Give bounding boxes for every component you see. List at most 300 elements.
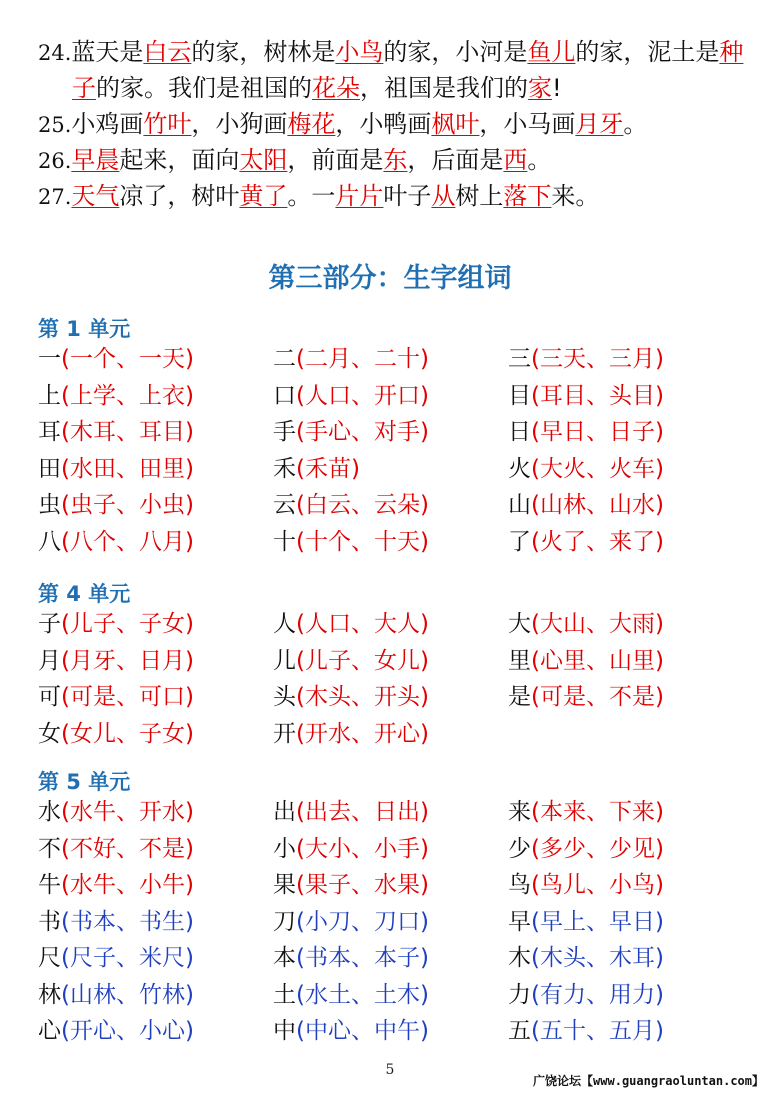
sentence-text: 小鸡画	[71, 110, 144, 138]
word-pair: 小刀、刀口	[304, 908, 420, 935]
word-pair: 出去、日出	[304, 799, 420, 825]
character: 中	[273, 1018, 296, 1044]
sentence-number: 24.	[38, 41, 72, 65]
word-entry	[273, 378, 429, 414]
paren-close: )	[350, 455, 360, 482]
paren-close: )	[419, 611, 429, 637]
character: 出	[273, 799, 296, 825]
paren-open: (	[61, 492, 70, 518]
paren-close: )	[184, 528, 194, 555]
word-pair: 木耳、耳目	[69, 419, 185, 445]
character: 手	[273, 419, 296, 445]
paren-close: )	[419, 945, 429, 971]
character: 土	[273, 981, 296, 1008]
word-entry	[508, 1013, 664, 1049]
word-pair: 木头、开头	[304, 684, 420, 710]
answer-blank: 天气	[71, 182, 120, 210]
word-entry	[38, 977, 194, 1013]
word-pair: 儿子、女儿	[304, 647, 420, 674]
character: 田	[38, 455, 61, 482]
word-pair: 手心、对手	[304, 419, 420, 445]
paren-open: (	[61, 419, 70, 445]
answer-blank: 花朵	[312, 74, 360, 102]
word-pair: 早日、日子	[539, 419, 655, 445]
answer-blank: 从	[431, 182, 456, 210]
paren-close: )	[184, 1018, 194, 1044]
sentence-number: 27.	[38, 185, 72, 209]
word-entry	[508, 940, 664, 976]
word-pair: 五十、五月	[539, 1018, 655, 1044]
paren-open: (	[296, 799, 305, 825]
character: 月	[38, 647, 61, 674]
paren-close: )	[654, 419, 664, 445]
word-entry	[273, 831, 429, 867]
character: 上	[38, 382, 61, 409]
paren-close: )	[184, 382, 194, 409]
word-entry	[273, 487, 429, 523]
word-pair: 开水、开心	[304, 720, 420, 747]
word-pair: 不好、不是	[69, 835, 185, 862]
character: 目	[508, 382, 531, 409]
character: 大	[508, 611, 531, 637]
paren-close: )	[419, 647, 429, 674]
character: 林	[38, 981, 61, 1008]
word-pair: 耳目、头目	[539, 382, 655, 409]
answer-blank: 枫叶	[431, 110, 480, 138]
sentence-text: 的家，小河是	[383, 38, 528, 66]
character: 火	[508, 455, 531, 482]
word-entry	[38, 451, 194, 487]
paren-close: )	[184, 799, 194, 825]
unit-title: 第 1 单元	[38, 317, 131, 341]
word-pair: 水牛、小牛	[69, 872, 185, 898]
character: 不	[38, 835, 61, 862]
page-number: 5	[385, 1062, 395, 1078]
answer-blank: 早晨	[71, 146, 120, 174]
character: 早	[508, 908, 531, 935]
paren-open: (	[296, 684, 305, 710]
word-pair: 二月、二十	[304, 346, 420, 372]
paren-open: (	[531, 382, 540, 409]
paren-open: (	[61, 647, 70, 674]
word-entry	[273, 524, 429, 560]
character: 云	[273, 492, 296, 518]
word-pair: 人口、开口	[304, 382, 420, 409]
word-entry	[38, 716, 194, 752]
character: 是	[508, 684, 531, 710]
character: 木	[508, 945, 531, 971]
word-pair: 书本、本子	[304, 945, 420, 971]
character: 口	[273, 382, 296, 409]
paren-open: (	[61, 872, 70, 898]
word-pair: 可是、不是	[539, 684, 655, 710]
word-row	[38, 831, 758, 867]
word-pair: 大小、小手	[304, 835, 420, 862]
character: 书	[38, 908, 61, 935]
answer-blank: 黄了	[239, 182, 288, 210]
paren-close: )	[184, 419, 194, 445]
answer-blank: 梅花	[287, 110, 336, 138]
word-entry	[508, 524, 664, 560]
word-pair: 十个、十天	[304, 528, 420, 555]
word-entry	[273, 716, 429, 752]
word-pair: 多少、少见	[539, 835, 655, 862]
answer-blank: 子	[72, 74, 96, 102]
paren-close: )	[419, 981, 429, 1008]
sentence-text: 。	[623, 110, 648, 138]
word-entry	[273, 679, 429, 715]
word-pair: 中心、中午	[304, 1018, 420, 1044]
paren-open: (	[531, 346, 540, 372]
word-entry	[508, 451, 664, 487]
answer-blank: 竹叶	[143, 110, 192, 138]
word-row	[38, 378, 758, 414]
paren-open: (	[61, 981, 70, 1008]
word-row	[38, 794, 758, 830]
word-pair: 月牙、日月	[69, 647, 185, 674]
paren-open: (	[296, 872, 305, 898]
sentence-line	[38, 178, 758, 214]
sentence-text: 。一	[287, 182, 336, 210]
paren-close: )	[419, 346, 429, 372]
paren-close: )	[184, 720, 194, 747]
paren-close: )	[184, 684, 194, 710]
character: 心	[38, 1018, 61, 1044]
section-title: 第三部分：生字组词	[268, 263, 512, 294]
paren-close: )	[184, 647, 194, 674]
word-entry	[38, 679, 194, 715]
paren-open: (	[531, 835, 540, 862]
character: 八	[38, 528, 61, 555]
word-row	[38, 904, 758, 940]
paren-open: (	[61, 455, 70, 482]
word-entry	[508, 378, 664, 414]
word-row	[38, 414, 758, 450]
paren-open: (	[61, 908, 70, 935]
sentence-line	[38, 34, 758, 70]
paren-open: (	[61, 799, 70, 825]
word-pair: 八个、八月	[69, 528, 185, 555]
character: 刀	[273, 908, 296, 935]
word-pair: 鸟儿、小鸟	[539, 872, 655, 898]
character: 人	[273, 611, 296, 637]
word-pair: 心里、山里	[539, 647, 655, 674]
word-row	[38, 940, 758, 976]
paren-open: (	[296, 945, 305, 971]
paren-close: )	[184, 346, 194, 372]
paren-open: (	[61, 528, 70, 555]
word-pair: 书本、书生	[69, 908, 185, 935]
word-pair: 人口、大人	[304, 611, 420, 637]
sentence-text: ，小马画	[479, 110, 576, 138]
word-entry	[273, 451, 360, 487]
paren-open: (	[61, 382, 70, 409]
paren-open: (	[61, 1018, 70, 1044]
word-pair: 开心、小心	[69, 1018, 185, 1044]
word-entry	[38, 831, 194, 867]
word-entry	[508, 831, 664, 867]
paren-open: (	[531, 419, 540, 445]
word-entry	[273, 643, 429, 679]
word-pair: 一个、一天	[69, 346, 185, 372]
character: 了	[508, 528, 531, 555]
word-row	[38, 867, 758, 903]
character: 小	[273, 835, 296, 862]
paren-close: )	[419, 382, 429, 409]
paren-open: (	[296, 492, 305, 518]
paren-close: )	[419, 419, 429, 445]
character: 牛	[38, 872, 61, 898]
sentence-text: 蓝天是	[71, 38, 144, 66]
word-entry	[38, 414, 194, 450]
answer-blank: 种	[719, 38, 744, 66]
word-pair: 三天、三月	[539, 346, 655, 372]
word-pair: 木头、木耳	[539, 945, 655, 971]
fill-in-sentences	[38, 34, 758, 214]
word-row	[38, 487, 758, 523]
answer-blank: 片片	[335, 182, 384, 210]
paren-close: )	[654, 981, 664, 1008]
paren-close: )	[654, 1018, 664, 1044]
word-entry	[38, 606, 194, 642]
character: 少	[508, 835, 531, 862]
paren-close: )	[654, 799, 664, 825]
character: 本	[273, 945, 296, 971]
answer-blank: 太阳	[239, 146, 288, 174]
word-entry	[38, 524, 194, 560]
sentence-line	[38, 106, 758, 142]
paren-open: (	[531, 799, 540, 825]
word-row	[38, 451, 758, 487]
paren-close: )	[654, 492, 664, 518]
word-entry	[273, 867, 429, 903]
answer-blank: 白云	[143, 38, 192, 66]
paren-open: (	[531, 528, 540, 555]
word-entry	[38, 940, 194, 976]
character: 水	[38, 799, 61, 825]
answer-blank: 小鸟	[335, 38, 384, 66]
paren-open: (	[531, 872, 540, 898]
answer-blank: 东	[383, 146, 408, 174]
answer-blank: 家	[528, 74, 552, 102]
word-entry	[38, 1013, 194, 1049]
word-pair: 女儿、子女	[69, 720, 185, 747]
word-row	[38, 977, 758, 1013]
paren-close: )	[654, 382, 664, 409]
word-entry	[38, 867, 194, 903]
word-entry	[508, 867, 664, 903]
site-footer: 广饶论坛【www.guangraoluntan.com】	[533, 1074, 764, 1088]
sentence-text: ，小鸭画	[335, 110, 432, 138]
character: 尺	[38, 945, 61, 971]
paren-open: (	[61, 720, 70, 747]
word-pair: 白云、云朵	[304, 492, 420, 518]
paren-open: (	[296, 1018, 305, 1044]
paren-close: )	[654, 684, 664, 710]
paren-close: )	[419, 720, 429, 747]
paren-open: (	[531, 945, 540, 971]
character: 头	[273, 684, 296, 710]
paren-close: )	[654, 528, 664, 555]
character: 女	[38, 720, 61, 747]
paren-open: (	[531, 611, 540, 637]
word-pair: 水牛、开水	[69, 799, 185, 825]
word-pair: 山林、竹林	[69, 981, 185, 1008]
word-entry	[508, 679, 664, 715]
paren-close: )	[419, 1018, 429, 1044]
paren-close: )	[419, 799, 429, 825]
paren-close: )	[184, 981, 194, 1008]
word-pair: 虫子、小虫	[69, 492, 185, 518]
word-pair: 可是、可口	[69, 684, 185, 710]
sentence-number: 25.	[38, 113, 72, 137]
paren-open: (	[531, 1018, 540, 1044]
paren-close: )	[184, 835, 194, 862]
paren-open: (	[61, 945, 70, 971]
word-pair: 尺子、米尺	[69, 945, 185, 971]
character: 十	[273, 528, 296, 555]
paren-open: (	[61, 611, 70, 637]
word-entry	[273, 904, 429, 940]
word-pair: 大火、火车	[539, 455, 655, 482]
character: 儿	[273, 647, 296, 674]
word-entry	[38, 904, 194, 940]
paren-close: )	[654, 647, 664, 674]
character: 日	[508, 419, 531, 445]
paren-open: (	[61, 684, 70, 710]
sentence-text: !	[552, 74, 562, 102]
paren-open: (	[296, 419, 305, 445]
paren-open: (	[531, 492, 540, 518]
character: 耳	[38, 419, 61, 445]
character: 虫	[38, 492, 61, 518]
paren-open: (	[61, 346, 70, 372]
sentence-line	[38, 70, 758, 106]
word-entry	[508, 414, 664, 450]
paren-open: (	[296, 455, 305, 482]
unit-title: 第 5 单元	[38, 770, 131, 794]
character: 子	[38, 611, 61, 637]
unit-title: 第 4 单元	[38, 582, 131, 606]
character: 来	[508, 799, 531, 825]
sentence-text: 凉了，树叶	[119, 182, 240, 210]
paren-close: )	[654, 872, 664, 898]
sentence-text: 的家，泥土是	[575, 38, 720, 66]
sentence-text: 。	[527, 146, 552, 174]
paren-close: )	[419, 872, 429, 898]
word-pair: 水土、土木	[304, 981, 420, 1008]
paren-close: )	[654, 455, 664, 482]
word-pair: 有力、用力	[539, 981, 655, 1008]
answer-blank: 西	[503, 146, 528, 174]
answer-blank: 月牙	[575, 110, 624, 138]
word-entry	[508, 794, 664, 830]
word-row	[38, 643, 758, 679]
paren-open: (	[296, 382, 305, 409]
character: 禾	[273, 455, 296, 482]
word-entry	[273, 977, 429, 1013]
character: 二	[273, 346, 296, 372]
word-row	[38, 1013, 758, 1049]
word-entry	[38, 643, 194, 679]
word-entry	[508, 487, 664, 523]
paren-close: )	[419, 835, 429, 862]
word-entry	[508, 977, 664, 1013]
character: 果	[273, 872, 296, 898]
paren-open: (	[296, 835, 305, 862]
word-entry	[273, 341, 429, 377]
word-entry	[273, 414, 429, 450]
word-pair: 火了、来了	[539, 528, 655, 555]
answer-blank: 落下	[503, 182, 552, 210]
sentence-text: 来。	[551, 182, 600, 210]
word-entry	[38, 794, 194, 830]
paren-close: )	[184, 908, 194, 935]
character: 五	[508, 1018, 531, 1044]
word-entry	[38, 378, 194, 414]
word-entry	[508, 643, 664, 679]
paren-open: (	[296, 647, 305, 674]
paren-close: )	[419, 908, 429, 935]
paren-close: )	[654, 346, 664, 372]
word-entry	[273, 940, 429, 976]
sentence-text: ，祖国是我们的	[360, 74, 528, 102]
paren-open: (	[296, 981, 305, 1008]
character: 开	[273, 720, 296, 747]
word-entry	[273, 1013, 429, 1049]
paren-open: (	[296, 528, 305, 555]
paren-close: )	[184, 872, 194, 898]
word-pair: 上学、上衣	[69, 382, 185, 409]
paren-open: (	[531, 647, 540, 674]
paren-open: (	[61, 835, 70, 862]
word-entry	[508, 904, 664, 940]
character: 可	[38, 684, 61, 710]
character: 山	[508, 492, 531, 518]
paren-close: )	[184, 455, 194, 482]
character: 力	[508, 981, 531, 1008]
word-pair: 本来、下来	[539, 799, 655, 825]
word-entry	[508, 341, 664, 377]
paren-open: (	[531, 981, 540, 1008]
word-pair: 水田、田里	[69, 455, 185, 482]
paren-open: (	[531, 908, 540, 935]
paren-close: )	[654, 835, 664, 862]
paren-close: )	[419, 528, 429, 555]
word-pair: 山林、山水	[539, 492, 655, 518]
word-entry	[38, 341, 194, 377]
sentence-number: 26.	[38, 149, 72, 173]
word-entry	[273, 606, 429, 642]
answer-blank: 鱼儿	[527, 38, 576, 66]
paren-open: (	[296, 611, 305, 637]
paren-open: (	[296, 908, 305, 935]
word-pair: 果子、水果	[304, 872, 420, 898]
paren-close: )	[419, 492, 429, 518]
paren-open: (	[531, 684, 540, 710]
paren-close: )	[184, 945, 194, 971]
sentence-text: ，小狗画	[191, 110, 288, 138]
paren-close: )	[419, 684, 429, 710]
word-row	[38, 716, 758, 752]
word-entry	[508, 606, 664, 642]
sentence-text: 树上	[455, 182, 504, 210]
sentence-text: 的家。我们是祖国的	[96, 74, 312, 102]
paren-close: )	[184, 611, 194, 637]
sentence-text: ，后面是	[407, 146, 504, 174]
paren-open: (	[296, 346, 305, 372]
word-pair: 大山、大雨	[539, 611, 655, 637]
